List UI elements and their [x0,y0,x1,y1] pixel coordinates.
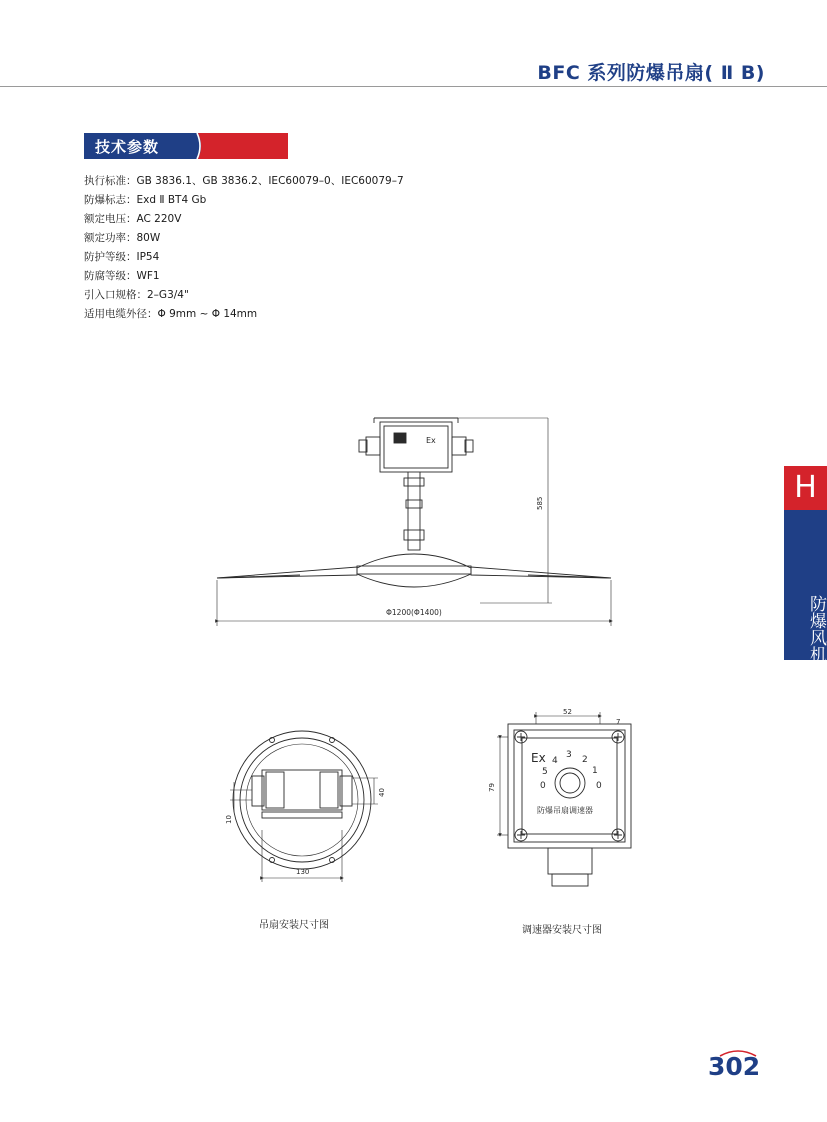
fan-elevation-drawing [217,418,611,626]
side-tab-category: 防爆风机类 [806,594,826,680]
section-title: 技术参数 [95,138,160,156]
fan-diameter-dimension: Φ1200(Φ1400) [386,608,442,617]
brand-logo-icon [394,433,406,443]
spec-explosion-mark: 防爆标志：Exd Ⅱ BT4 Gb [84,194,207,206]
dial-label-2: 2 [582,755,588,765]
spec-protection: 防护等级：IP54 [84,251,160,263]
speed-knob [555,768,585,798]
dial-label-0-right: 0 [596,781,602,791]
dial-label-1: 1 [592,766,598,776]
controller-caption: 调速器安装尺寸图 [522,925,602,936]
mount-caption: 吊扇安装尺寸图 [259,920,329,931]
page-title: BFC 系列防爆吊扇( Ⅱ B) [537,62,765,84]
controller-width-dimension: 52 [563,708,572,716]
fan-height-dimension: 585 [536,496,544,510]
junction-box-mark: Ex [426,436,436,445]
spec-standard: 执行标准：GB 3836.1、GB 3836.2、IEC60079–0、IEC60079–7 [84,175,404,187]
side-tab-letter: H [784,466,827,510]
controller-small-dimension: 7 [616,718,621,726]
controller-drawing [497,712,631,886]
page-number: 302 [708,1052,761,1081]
controller-mark: Ex [531,751,546,765]
dial-label-4: 4 [552,756,558,766]
mount-offset-dimension: 10 [225,815,233,824]
controller-panel-label: 防爆吊扇调速器 [537,806,593,815]
dial-label-0-left: 0 [540,781,546,791]
junction-box [380,422,452,472]
mount-plan-drawing [230,731,378,882]
spec-voltage: 额定电压：AC 220V [84,213,182,225]
dial-label-3: 3 [566,750,572,760]
spec-corrosion: 防腐等级：WF1 [84,270,160,282]
spec-cable: 适用电缆外径：Φ 9mm ~ Φ 14mm [84,308,258,320]
dial-label-5: 5 [542,767,548,777]
controller-height-dimension: 79 [488,783,496,792]
spec-power: 额定功率：80W [84,232,161,244]
mount-width-dimension: 130 [296,868,310,876]
mount-height-dimension: 40 [378,788,386,797]
spec-inlet: 引入口规格：2–G3/4" [84,289,189,301]
